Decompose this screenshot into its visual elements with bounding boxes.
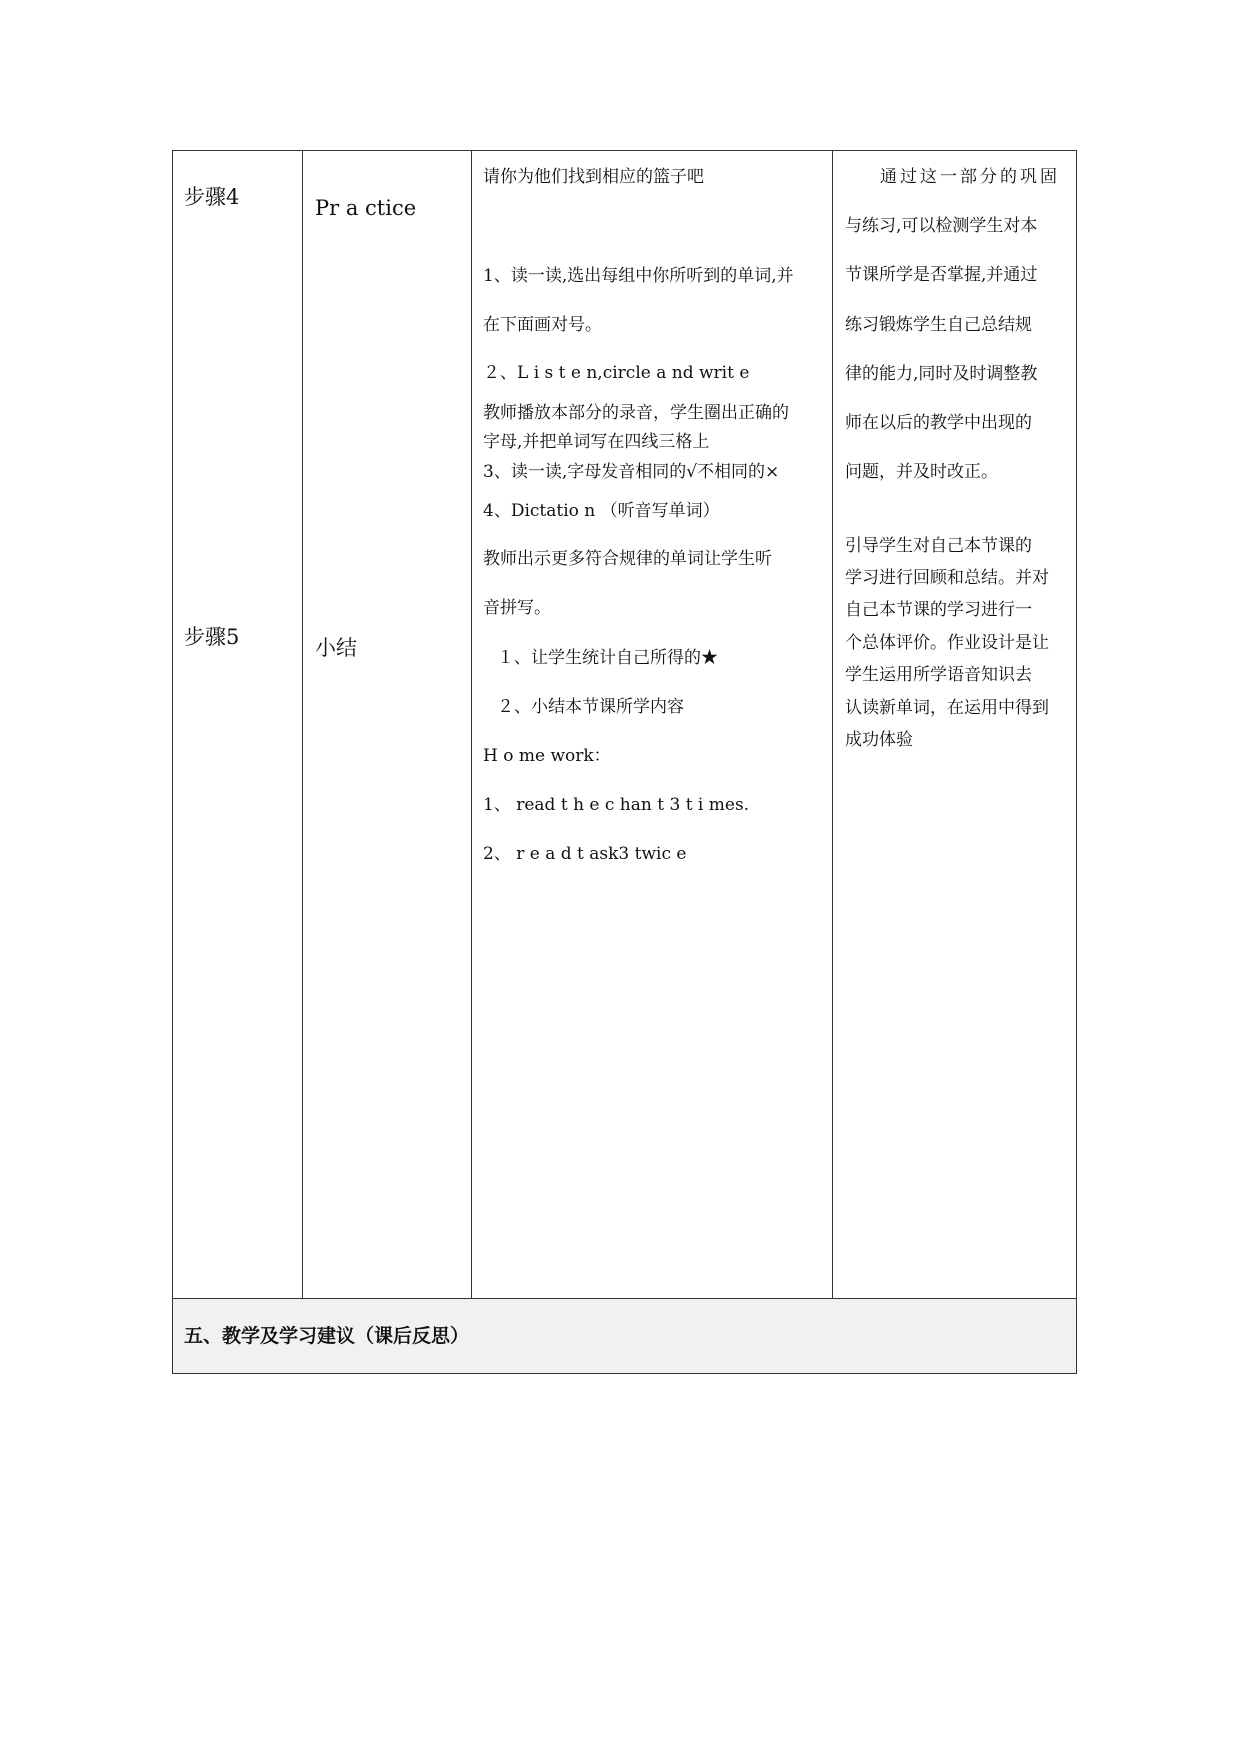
activity-label: 小结: [315, 636, 357, 660]
homework-heading: H o me work：: [483, 746, 611, 766]
homework-item: 2、 r e a d t ask3 twic e: [483, 844, 687, 864]
purpose-line: 通过这一部分的巩固: [880, 167, 1060, 187]
purpose-line: 问题，并及时改正。: [845, 462, 998, 482]
purpose-line: 律的能力,同时及时调整教: [845, 364, 1038, 384]
column-divider-3: [832, 150, 833, 1298]
procedure-line: 4、Dictatio n （听音写单词）: [483, 501, 720, 521]
procedure-line: 请你为他们找到相应的篮子吧: [483, 167, 704, 187]
activity-label: Pr a ctice: [315, 196, 417, 220]
procedure-line: 1、读一读,选出每组中你所听到的单词,并: [483, 266, 794, 286]
purpose-line: 师在以后的教学中出现的: [845, 413, 1032, 433]
homework-item: 1、 read t h e c han t 3 t i mes.: [483, 795, 750, 815]
step-label: 步骤5: [184, 625, 240, 649]
reflection-heading: 五、教学及学习建议（课后反思）: [184, 1325, 470, 1347]
column-divider-2: [471, 150, 472, 1298]
footer-divider: [172, 1298, 1077, 1299]
procedure-line: １、让学生统计自己所得的★: [497, 648, 718, 668]
step-label: 步骤4: [184, 185, 240, 209]
purpose-line: 练习锻炼学生自己总结规: [845, 315, 1032, 335]
procedure-line: 在下面画对号。: [483, 315, 602, 335]
purpose-line: 认读新单词，在运用中得到: [845, 698, 1049, 718]
procedure-line: ２、小结本节课所学内容: [497, 697, 684, 717]
procedure-line: 字母,并把单词写在四线三格上: [483, 432, 710, 452]
purpose-line: 成功体验: [845, 730, 913, 750]
procedure-line: 音拼写。: [483, 598, 551, 618]
purpose-line: 与练习,可以检测学生对本: [845, 216, 1038, 236]
purpose-line: 自己本节课的学习进行一: [845, 600, 1032, 620]
purpose-line: 学生运用所学语音知识去: [845, 665, 1032, 685]
purpose-line: 学习进行回顾和总结。并对: [845, 568, 1049, 588]
procedure-line: 教师出示更多符合规律的单词让学生听: [483, 549, 772, 569]
purpose-line: 个总体评价。作业设计是让: [845, 633, 1049, 653]
column-divider-1: [302, 150, 303, 1298]
procedure-line: ２、L i s t e n,circle a nd writ e: [483, 363, 750, 383]
purpose-line: 引导学生对自己本节课的: [845, 536, 1032, 556]
purpose-line: 节课所学是否掌握,并通过: [845, 265, 1038, 285]
procedure-line: 教师播放本部分的录音，学生圈出正确的: [483, 403, 789, 423]
procedure-line: 3、读一读,字母发音相同的√不相同的×: [483, 462, 780, 482]
